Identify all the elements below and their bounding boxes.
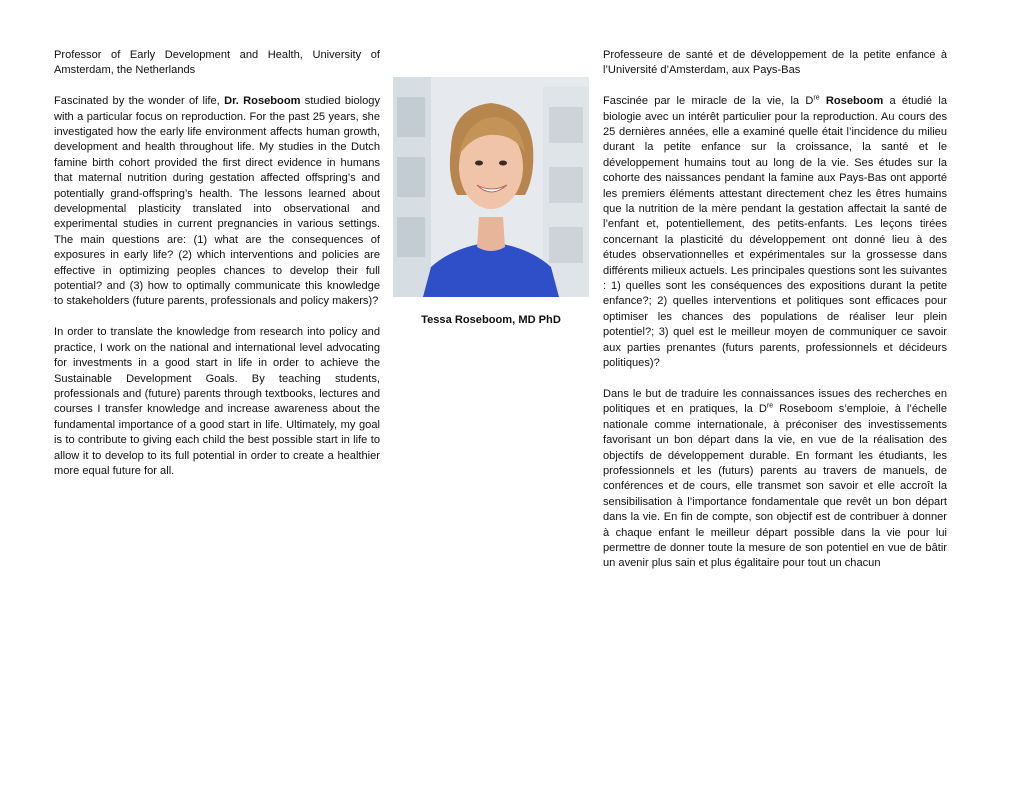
french-p1-start: Fascinée par le miracle de la vie, la D — [603, 95, 814, 108]
french-paragraph-2 — [603, 387, 947, 572]
english-p1-rest: studied biology with a particular focus on reproduction. For the past 25 years, she investigated how the early life environment affects human growth, development and health throughout life. My studies in the Dutch famine birth cohort provided the first direct evidence in humans that maternal nutrition during gestation affected offspring’s and potentially grand-offspring’s health. The lessons learned about developmental plasticity translated into observational and experimental studies in current pregnancies in various settings. The main questions are: (1) what are the consequences of exposures in early life? (2) which interventions and policies are effective in optimizing peoples chances to develop their full potential? and (3) how to optimally communicate this knowledge to stakeholders (future parents, professionals and policy makers)? — [54, 95, 380, 308]
portrait-illustration — [393, 77, 589, 297]
french-heading: Professeure de santé et de développement de la petite enfance à l’Université d’Amsterdam, aux Pays-Bas — [603, 49, 947, 77]
english-column — [54, 48, 380, 495]
french-p2-start: Dans le but de traduire les connaissances issues des recherches en politiques et en pratiques, la D — [603, 387, 947, 416]
french-p1-name: Roseboom — [819, 95, 884, 108]
english-p1-start: Fascinated by the wonder of life, — [54, 95, 225, 108]
english-heading: Professor of Early Development and Health, University of Amsterdam, the Netherlands — [54, 49, 380, 77]
french-column — [603, 48, 947, 587]
french-paragraph-1 — [603, 94, 947, 371]
english-paragraph-2: In order to translate the knowledge from research into policy and practice, I work on the national and international level advocating for investments in a good start in life in order to achieve the Sustainable Development Goals. By teaching students, professionals and (future) parents through textbooks, lectures and courses I transfer knowledge and increase awareness about the fundamental importance of a good start in life. Ultimately, my goal is to contribute to giving each child the best possible start in life to allow it to develop to its full potential in order to create a healthier more equal future for all. — [54, 326, 380, 477]
english-p1-name: Dr. Roseboom — [224, 95, 301, 108]
french-p2-superscript: re — [766, 402, 774, 410]
english-paragraph-1 — [54, 94, 380, 310]
french-p2-rest: Roseboom s’emploie, à l’échelle nationale comme internationale, à préconiser des investissements favorisant un bon départ dans la vie, en vue de la réalisation des objectifs de développement durable. En formant les étudiants, les professionnels et les (futurs) parents au travers de manuels, de conférences et de cours, elle transmet son savoir et elle accroît la sensibilisation à l’importance fondamentale que revêt un bon départ dans la vie. En fin de compte, son objectif est de contribuer à donner à chaque enfant le meilleur départ possible dans la vie pour lui permettre de donner toute la mesure de son potentiel en vue de bâtir un avenir plus sain et plus égalitaire pour tout un chacun — [603, 403, 947, 570]
portrait-caption: Tessa Roseboom, MD PhD — [421, 314, 561, 326]
french-p1-superscript: re — [813, 94, 820, 102]
french-p1-rest: a étudié la biologie avec un intérêt particulier pour la reproduction. Au cours des 25 dernières années, elle a examiné quelle était l’incidence du milieu durant la petite enfance sur la croissance, la santé et le développement humains tout au long de la vie. Ses études sur la cohorte des naissances pendant la famine aux Pays-Bas ont apporté les premiers éléments attestant directement chez les êtres humains que la nutrition de la mère pendant la gestation affectait la santé de l’enfant et, potentiellement, des petits-enfants. Les leçons tirées concernant la plasticité du développement ont donné lieu à des études observationnelles et expérimentales sur la grossesse dans différents milieux actuels. Les principales questions sont les suivantes : 1) quelles sont les conséquences des expositions durant la petite enfance?; 2) quelles interventions et politiques sont efficaces pour optimiser les chances des populations de réaliser leur plein potentiel?; 3) quel est le meilleur moyen de communiquer ce savoir aux parties prenantes (futurs parents, professionnels et décideurs politiques)? — [603, 95, 947, 370]
portrait-photo — [393, 77, 589, 297]
